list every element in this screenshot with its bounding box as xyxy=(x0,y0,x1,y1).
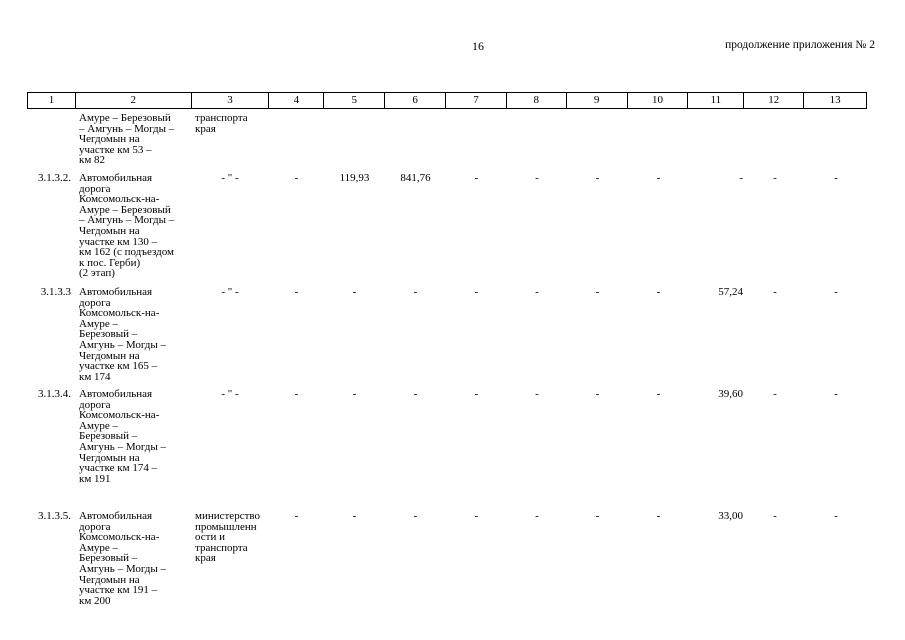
value-col-7: - xyxy=(474,286,479,298)
value-col-9: - xyxy=(595,286,600,298)
value-col-12: - xyxy=(773,172,777,184)
value-col-8 xyxy=(507,113,567,166)
table-row xyxy=(27,389,867,484)
column-header-9: 9 xyxy=(567,93,628,108)
column-header-11: 11 xyxy=(688,93,744,108)
value-col-7: - xyxy=(474,172,479,184)
value-col-13: - xyxy=(834,286,838,298)
value-col-4: - xyxy=(294,388,299,400)
object-name: Автомобильная дорога Комсомольск-на- Амуре – Березовый – Амгунь – Могды – Чегдомын на участке км 165 – км 174 xyxy=(79,286,167,383)
value-col-12: - xyxy=(773,510,777,522)
table-row xyxy=(27,511,867,606)
column-header-10: 10 xyxy=(628,93,689,108)
table-row xyxy=(27,113,867,166)
value-col-12: - xyxy=(773,388,777,400)
table-row xyxy=(27,287,867,382)
value-col-13 xyxy=(805,113,867,166)
column-header-8: 8 xyxy=(507,93,567,108)
value-col-6: - xyxy=(413,286,418,298)
responsible-executor: - " - xyxy=(221,388,239,400)
value-col-7 xyxy=(446,113,507,166)
value-col-11: 33,00 xyxy=(718,510,743,522)
value-col-6: - xyxy=(413,510,418,522)
value-col-4 xyxy=(269,113,324,166)
row-number: 3.1.3.2. xyxy=(38,172,71,184)
value-col-13: - xyxy=(834,172,838,184)
row-number: 3.1.3.5. xyxy=(38,510,71,522)
value-col-9: - xyxy=(595,172,600,184)
value-col-8: - xyxy=(535,286,539,298)
column-header-1: 1 xyxy=(28,93,76,108)
value-col-5: - xyxy=(352,510,357,522)
value-col-6: 841,76 xyxy=(400,172,431,184)
object-name: Автомобильная дорога Комсомольск-на- Амуре – Березовый – Амгунь – Могды – Чегдомын на участке км 174 – км 191 xyxy=(79,388,167,485)
page-number: 16 xyxy=(472,39,484,53)
value-col-5: 119,93 xyxy=(339,172,370,184)
value-col-5: - xyxy=(352,388,357,400)
value-col-13: - xyxy=(834,510,838,522)
value-col-12: - xyxy=(773,286,777,298)
row-number: 3.1.3.3 xyxy=(40,286,71,298)
column-header-6: 6 xyxy=(385,93,446,108)
table-row xyxy=(27,173,867,279)
value-col-6 xyxy=(385,113,446,166)
value-col-5: - xyxy=(352,286,357,298)
value-col-9: - xyxy=(595,388,600,400)
value-col-10: - xyxy=(656,286,661,298)
value-col-11: 39,60 xyxy=(718,388,743,400)
column-header-3: 3 xyxy=(192,93,270,108)
object-name: Автомобильная дорога Комсомольск-на- Амуре – Березовый – Амгунь – Могды – Чегдомын на участке км 191 – км 200 xyxy=(79,510,167,607)
value-col-8: - xyxy=(535,388,539,400)
value-col-11: - xyxy=(739,172,743,184)
row-number: 3.1.3.4. xyxy=(38,388,71,400)
row-number xyxy=(27,113,75,166)
value-col-10: - xyxy=(656,388,661,400)
value-col-13: - xyxy=(834,388,838,400)
value-col-9: - xyxy=(595,510,600,522)
value-col-10: - xyxy=(656,510,661,522)
value-col-4: - xyxy=(294,510,299,522)
value-col-7: - xyxy=(474,510,479,522)
responsible-executor: министерство промышленн ости и транспорта края xyxy=(195,510,261,565)
value-col-4: - xyxy=(294,286,299,298)
value-col-12 xyxy=(745,113,805,166)
column-header-2: 2 xyxy=(76,93,192,108)
responsible-executor: - " - xyxy=(221,172,239,184)
continuation-note: продолжение приложения № 2 xyxy=(725,39,875,51)
responsible-executor: - " - xyxy=(221,286,239,298)
value-col-11: 57,24 xyxy=(718,286,743,298)
column-header-12: 12 xyxy=(744,93,804,108)
column-header-4: 4 xyxy=(269,93,324,108)
object-name: Амуре – Березовый – Амгунь – Могды – Чегдомын на участке км 53 – км 82 xyxy=(79,112,175,167)
responsible-executor: транспорта края xyxy=(195,112,248,135)
column-header-13: 13 xyxy=(829,94,841,106)
value-col-10 xyxy=(628,113,689,166)
value-col-6: - xyxy=(413,388,418,400)
column-header-5: 5 xyxy=(324,93,385,108)
value-col-9 xyxy=(567,113,628,166)
column-header-7: 7 xyxy=(446,93,507,108)
value-col-4: - xyxy=(294,172,299,184)
object-name: Автомобильная дорога Комсомольск-на- Амуре – Березовый – Амгунь – Могды – Чегдомын на участке км 130 – км 162 (с подъездом к пос. Герби) (2 этап) xyxy=(79,172,175,280)
value-col-10: - xyxy=(656,172,661,184)
value-col-5 xyxy=(324,113,385,166)
value-col-11 xyxy=(689,113,745,166)
table-header xyxy=(27,92,867,109)
value-col-8: - xyxy=(535,172,539,184)
value-col-7: - xyxy=(474,388,479,400)
value-col-8: - xyxy=(535,510,539,522)
